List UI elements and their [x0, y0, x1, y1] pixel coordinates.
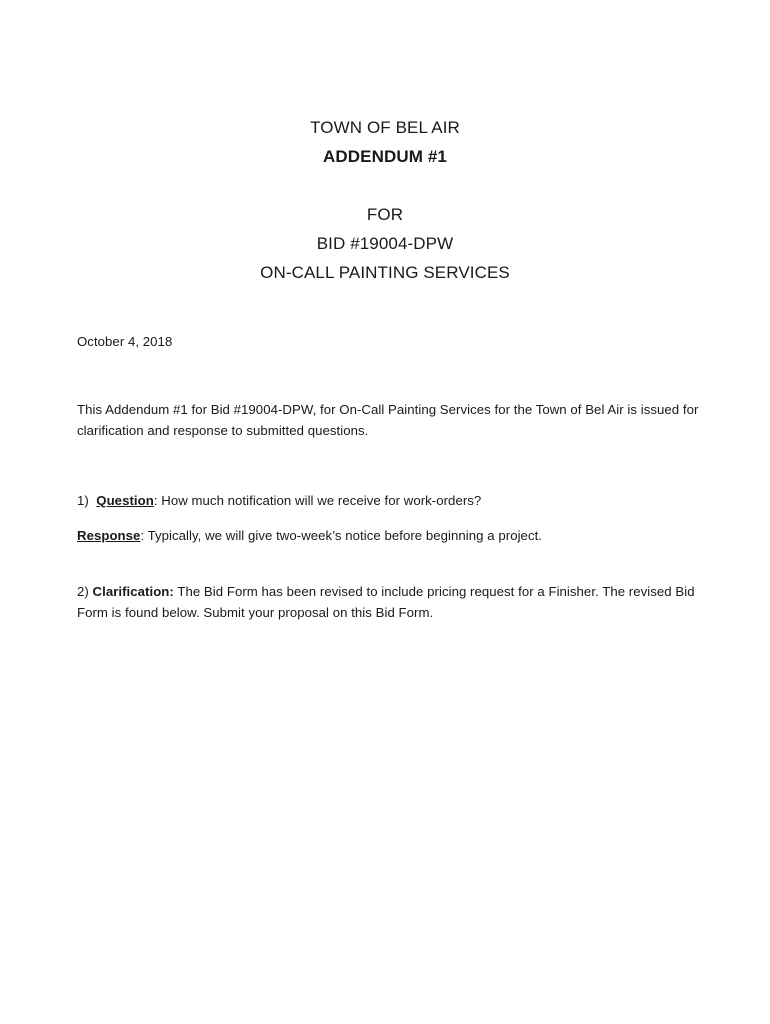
organization-heading: TOWN OF BEL AIR: [310, 118, 460, 137]
document-date: October 4, 2018: [77, 334, 173, 349]
response-1: [77, 525, 717, 546]
for-heading: FOR: [366, 205, 404, 224]
item-number: 1): [77, 493, 89, 508]
response-label: Response: [77, 528, 141, 543]
response-text: : Typically, we will give two-week’s notice before beginning a project.: [140, 528, 543, 543]
clarification-label: Clarification:: [92, 584, 174, 599]
addendum-heading: ADDENDUM #1: [323, 147, 447, 166]
clarification-2: [77, 581, 717, 623]
question-label: Question: [96, 493, 154, 508]
intro-paragraph: This Addendum #1 for Bid #19004-DPW, for On-Call Painting Services for the Town of Bel Air is issued for clarification and response to submitted questions.: [77, 402, 699, 438]
bid-number-heading: BID #19004-DPW: [316, 234, 454, 253]
service-heading: ON-CALL PAINTING SERVICES: [260, 263, 510, 282]
question-1: [77, 490, 717, 511]
item-number: 2): [77, 584, 89, 599]
question-text: : How much notification will we receive for work-orders?: [153, 493, 482, 508]
clarification-text: The Bid Form has been revised to include pricing request for a Finisher. The revised Bid Form is found below. Submit your proposal on this Bid Form.: [77, 584, 695, 620]
